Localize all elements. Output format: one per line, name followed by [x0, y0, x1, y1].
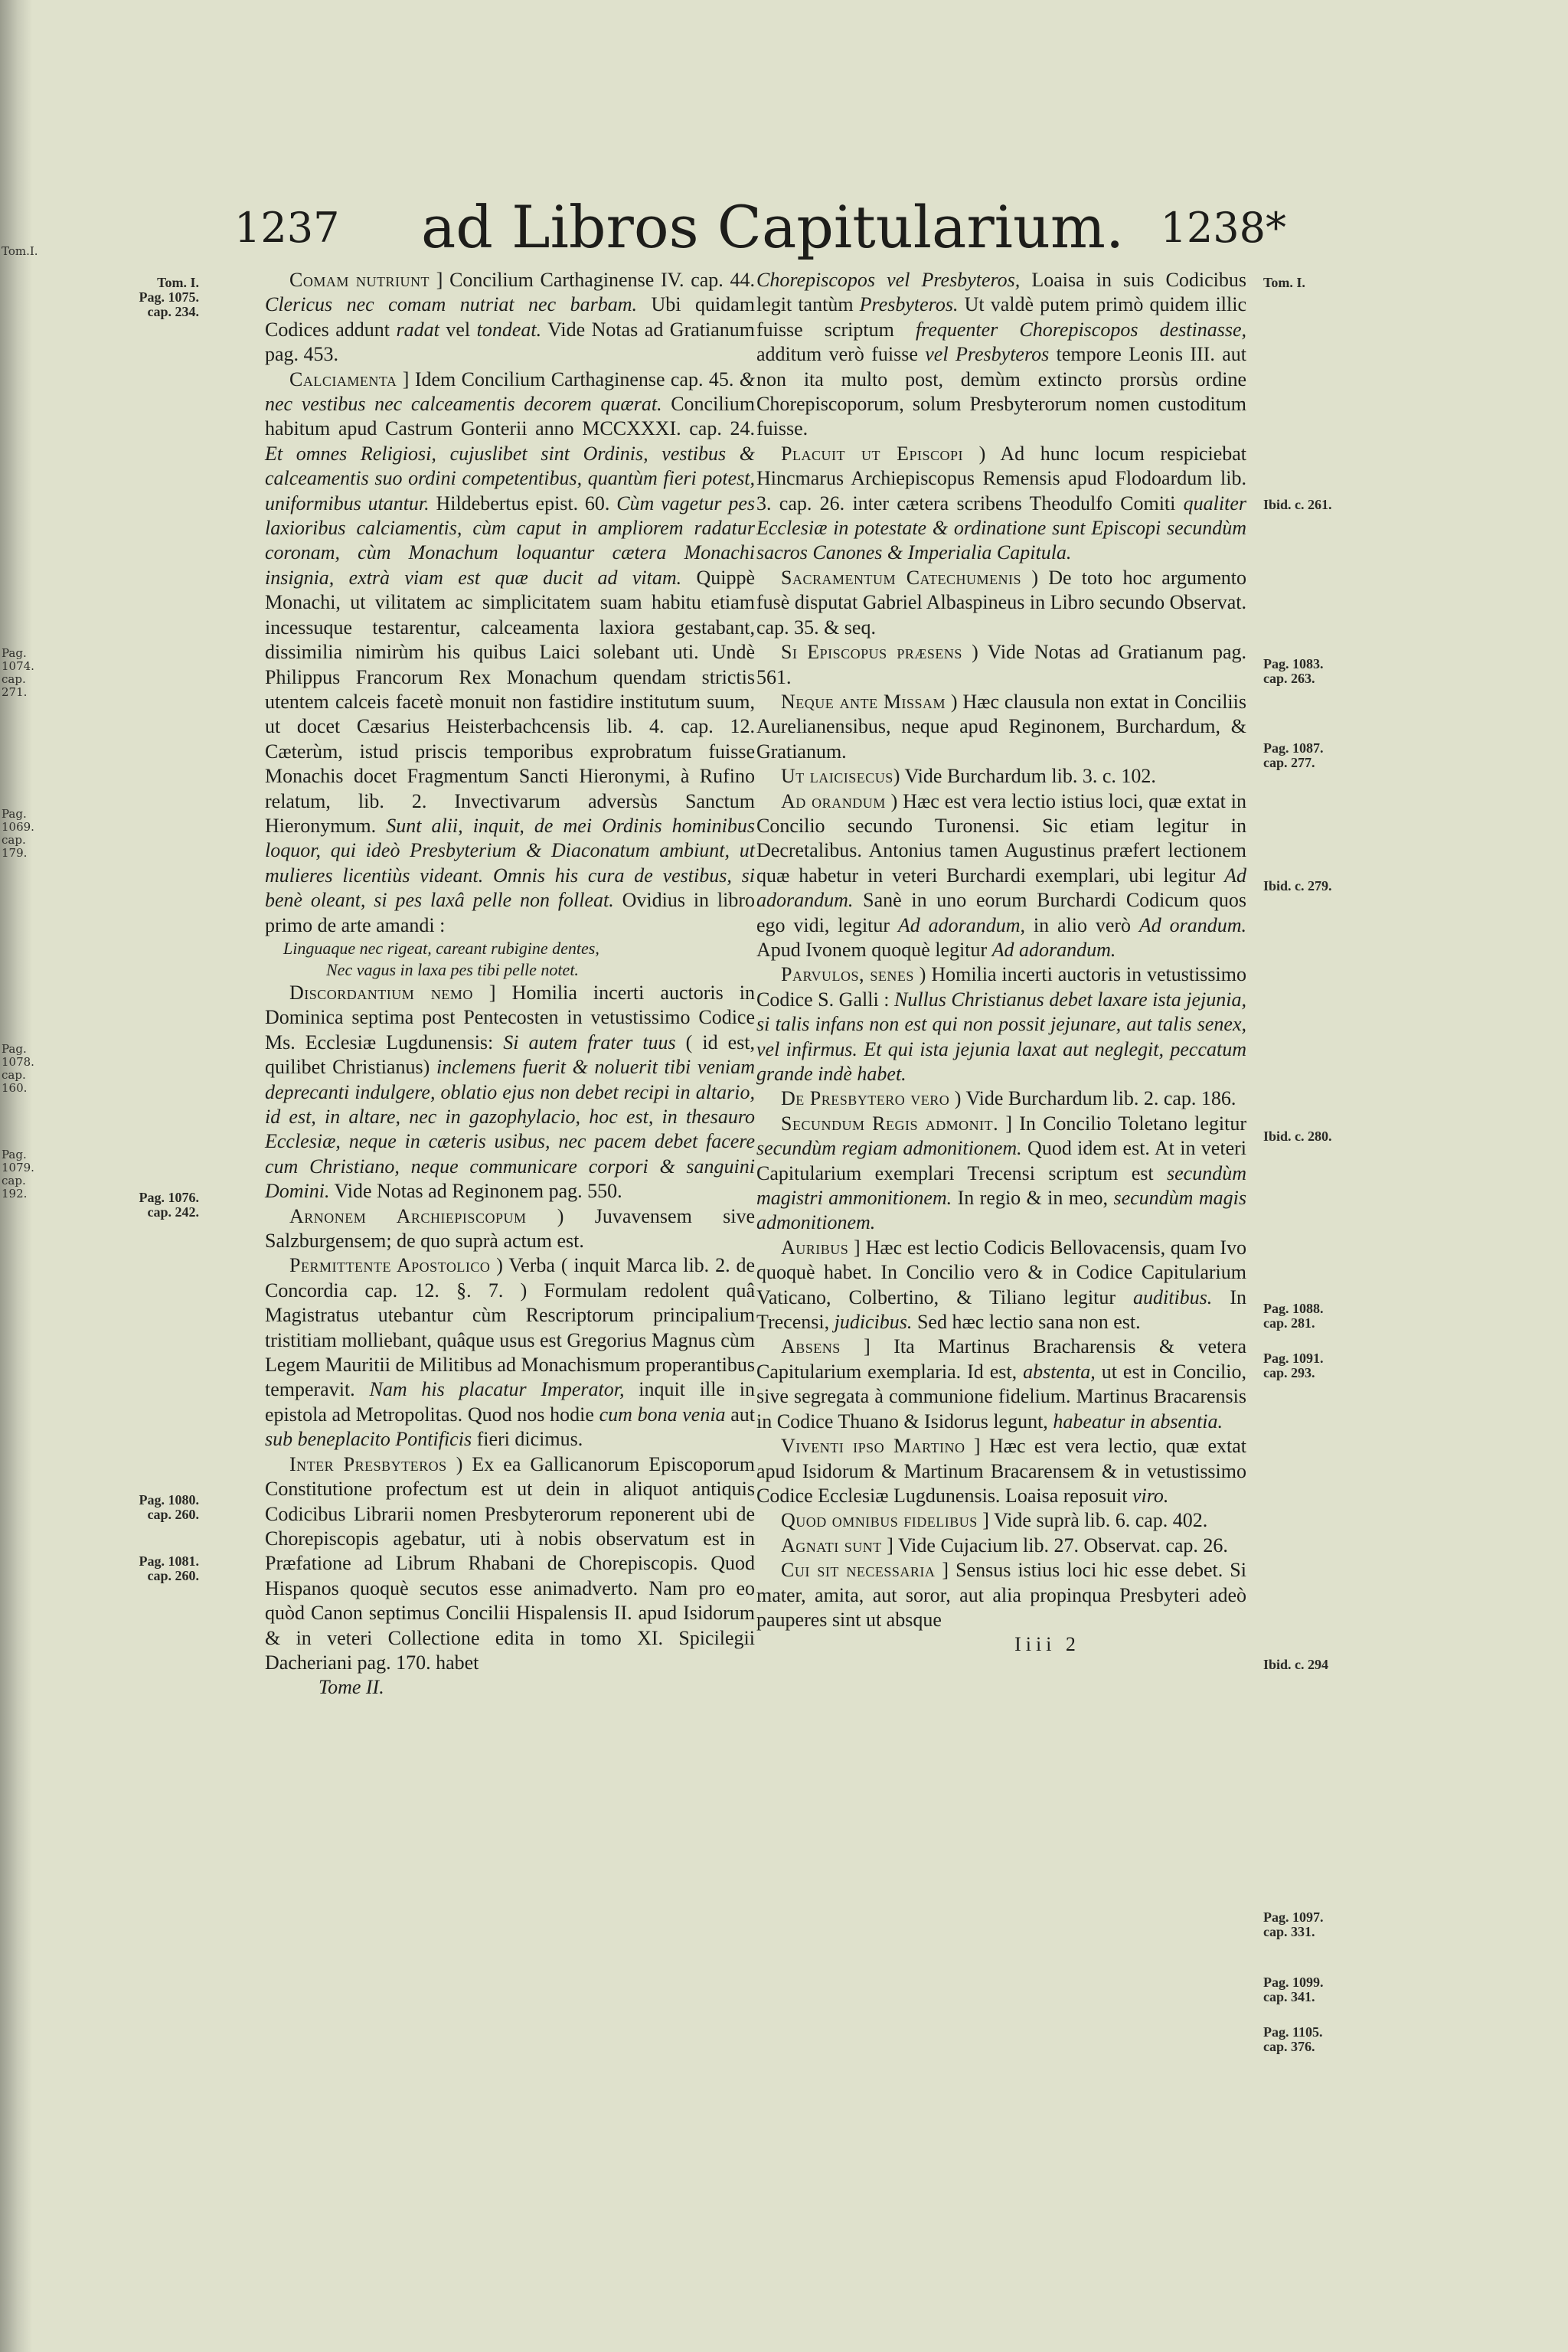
text: ) Homilia incerti auctoris in vetustissimo Codice S. Galli : — [756, 963, 1246, 1011]
lemma: Calciamenta — [289, 368, 397, 390]
margin-reference: Pag. 1105. cap. 376. — [1263, 2024, 1323, 2054]
note-paragraph — [756, 690, 1246, 764]
text: additum verò fuisse — [756, 343, 926, 366]
quotation: Si autem frater tuus — [503, 1031, 676, 1054]
verse-line: Nec vagus in laxa pes tibi pelle notet. — [326, 959, 579, 979]
quotation: judicibus. — [834, 1311, 913, 1334]
lemma: Ut laicisecus — [781, 765, 893, 788]
text: Loaisa in suis Codicibus legit tantùm — [756, 269, 1247, 316]
lemma: Discordantium nemo — [289, 981, 473, 1004]
lemma: Arnonem Archiepiscopum — [289, 1204, 527, 1227]
margin-reference: Pag. 1076. cap. 242. — [139, 1190, 199, 1220]
note-paragraph — [756, 962, 1246, 1086]
quotation: radat — [396, 318, 439, 341]
text: aut — [725, 1403, 756, 1426]
note-paragraph — [756, 442, 1246, 566]
margin-reference: Ibid. c. 261. — [1263, 497, 1332, 512]
text: ] Homilia incerti auctoris in Dominica septima post Pentecosten in vetustissimo Codice Ms. Ecclesiæ Lugdunensis: — [265, 981, 756, 1054]
text: ) Hæc clausula non extat in Conciliis Aurelianensibus, neque apud Reginonem, Burchardum, & Gratianum. — [756, 690, 1246, 763]
text: ) Ad hunc locum respiciebat Hincmarus Archiepiscopus Remensis apud Flodoardum lib. 3. cap. 26. inter cætera scribens Theodulfo Comiti — [756, 442, 1246, 514]
note-paragraph — [756, 1334, 1246, 1434]
note-paragraph — [265, 1204, 755, 1254]
signature-mark: Iiii 2 — [1014, 1633, 1080, 1656]
note-paragraph — [756, 1558, 1246, 1632]
lemma: Placuit ut Episcopi — [781, 442, 963, 465]
quotation: Chorepiscopos vel Presbyteros, — [756, 269, 1021, 291]
quotation: abstenta, — [1023, 1360, 1096, 1383]
lemma: Agnati sunt — [781, 1534, 882, 1557]
note-paragraph — [756, 1508, 1246, 1533]
text: Ubi quidam Codices addunt — [265, 293, 755, 341]
lemma: Sacramentum Catechumenis — [781, 566, 1022, 589]
text: ] Hæc est vera lectio, quæ extat apud Isidorum & Martinum Bracarensem & in vetustissimo Codice Ecclesiæ Lugdunensis. Loaisa reposuit — [756, 1435, 1246, 1507]
text: ) Vide Burchardum lib. 2. cap. 186. — [949, 1087, 1236, 1110]
note-paragraph — [756, 1534, 1246, 1558]
text: Concilium habitum apud Castrum Gonterii anno MCCXXXI. cap. 24. — [265, 393, 755, 440]
note-paragraph — [756, 1112, 1246, 1236]
text: ] Idem Concilium Carthaginense cap. 45. — [397, 368, 740, 390]
margin-reference: Tom. I. — [1263, 275, 1305, 290]
page-number-right: 1238* — [1160, 204, 1286, 252]
text: ) Hæc est vera lectio istius loci, quæ extat in Concilio secundo Turonensi. Sic etiam legitur in Decretalibus. Antonius tamen Augustinus præfert lectionem quæ habetur in veteri Burchardi exemplari, ubi legitur — [756, 789, 1246, 887]
note-paragraph — [265, 368, 755, 938]
quotation: Ad adorandum. — [756, 864, 1246, 912]
quotation: sub beneplacito Pontificis — [265, 1428, 472, 1451]
quotation: habeatur in absentia. — [1053, 1410, 1223, 1432]
quotation: Presbyteros. — [859, 293, 959, 316]
binding-gutter — [0, 0, 38, 2352]
text: inquit ille in epistola ad Metropolitas. Quod nos hodie — [265, 1378, 755, 1426]
margin-reference: Pag. 1087. cap. 277. — [1263, 740, 1324, 770]
quotation: frequenter Chorepiscopos destinasse, — [915, 318, 1246, 341]
margin-reference: Pag. 1099. cap. 341. — [1263, 1975, 1324, 2004]
lemma: Quod omnibus fidelibus — [781, 1509, 978, 1532]
lemma: Inter Presbyteros — [289, 1452, 447, 1475]
text: ( id est, quilibet Christianus) — [265, 1031, 755, 1079]
lemma: Cui sit necessaria — [781, 1559, 936, 1582]
quotation: Cùm vagetur pes laxioribus calciamentis, cùm caput in ampliorem radatur coronam, cùm Monachum loquantur cætera Monachi insignia, extrà viam est quæ ducit ad vitam. — [265, 492, 755, 589]
text: Vide Notas ad Reginonem pag. 550. — [329, 1180, 622, 1203]
gutter-note: Pag. 1074. cap. 271. — [2, 646, 34, 699]
text: in alio verò — [1025, 913, 1139, 936]
quotation: cum bona venia — [599, 1403, 726, 1426]
text: Quippè Monachi, ut vilitatem ac simplicitatem suam habitu etiam incessuque testarentur, calceamenta laxiora gestabant, dissimilia nimirùm his quibus Laici solebant uti. Undè Philippus Francorum Rex Monachum quendam strictis utentem calceis facetè monuit non fastidire institutum suum, ut docet Cæsarius Heisterbachcensis lib. 4. cap. 12. Cæterùm, istud priscis temporibus exprobratum fuisse Monachis docet Fragmentum Sancti Hieronymi, à Rufino relatum, lib. 2. Invectivarum adversùs Sanctum Hieronymum. — [265, 566, 755, 837]
quotation: Ad adorandum. — [991, 938, 1116, 961]
text: Ut valdè putem primò quidem illic fuisse scriptum — [756, 293, 1246, 341]
text: ) Juvavensem sive Salzburgensem; de quo suprà actum est. — [265, 1204, 756, 1253]
text: ut est in Concilio, sive segregata à communione fidelium. Martinus Bracarensis in Codice Thuano & Isidorus legunt, — [756, 1360, 1246, 1432]
lemma: Neque ante Missam — [781, 690, 946, 713]
text: vel — [439, 318, 477, 341]
lemma: Absens — [781, 1335, 841, 1358]
note-paragraph — [756, 566, 1246, 640]
text: Quod idem est. At in veteri Capitularium exemplari Trecensi scriptum est — [756, 1137, 1246, 1184]
text: ) De toto hoc argumento fusè disputat Gabriel Albaspineus in Libro secundo Observat. cap. 35. & seq. — [756, 566, 1246, 639]
text: ] Concilium Carthaginense IV. cap. 44. — [430, 269, 755, 291]
gutter-note: Pag. 1078. cap. 160. — [2, 1042, 34, 1095]
text: ] Vide Cujacium lib. 27. Observat. cap. 26. — [881, 1534, 1228, 1557]
lemma: Ad orandum — [781, 789, 886, 812]
lemma: De Presbytero vero — [781, 1087, 950, 1110]
left-column — [265, 268, 755, 1700]
text: ] Vide suprà lib. 6. cap. 402. — [977, 1509, 1208, 1532]
quotation: secundùm magis admonitionem. — [756, 1187, 1246, 1234]
quotation: Sunt alii, inquit, de mei Ordinis hominibus loquor, qui ideò Presbyterium & Diaconatum ambiunt, ut mulieres licentiùs videant. Omnis his cura de vestibus, si benè oleant, si pes laxâ pelle non folleat. — [265, 814, 755, 912]
note-paragraph — [756, 1086, 1246, 1111]
quotation: viro. — [1132, 1484, 1169, 1507]
margin-reference: Pag. 1083. cap. 263. — [1263, 656, 1324, 686]
quotation: Ad adorandum, — [897, 913, 1026, 936]
text: Ovidius in libro primo de arte amandi : — [265, 889, 755, 936]
lemma: Si Episcopus præsens — [781, 641, 962, 664]
text: fieri dicimus. — [472, 1428, 583, 1451]
text: ) Ex ea Gallicanorum Episcoporum Constitutione profectum est ut dein in aliquot antiquis Codicibus Librarii nomen Presbyterorum reponerent ubi de Chorepiscopis agebatur, uti à nobis observatum est in Præfatione ad Librum Rhabani de Chorepiscopis. Quod Hispanos quoquè secutos esse animadverto. Nam pro eo quòd Canon septimus Concilii Hispalensis II. apud Isidorum & in veteri Collectione edita in tomo XI. Spicilegii Dacheriani pag. 170. habet — [265, 1452, 756, 1674]
note-paragraph — [756, 640, 1246, 690]
text: Sed hæc lectio sana non est. — [912, 1311, 1141, 1334]
text: Vide Notas ad Gratianum pag. 453. — [265, 318, 755, 366]
lemma: Viventi ipso Martino — [781, 1435, 965, 1458]
text: Hildebertus epist. 60. — [429, 492, 617, 514]
note-paragraph — [265, 1452, 755, 1676]
quotation: secundùm regiam admonitionem. — [756, 1137, 1022, 1160]
text: Sanè in uno eorum Burchardi Codicum quos ego vidi, legitur — [756, 889, 1246, 936]
right-column — [756, 268, 1246, 1658]
margin-reference: Tom. I. Pag. 1075. cap. 234. — [139, 275, 199, 319]
margin-reference: Ibid. c. 294 — [1263, 1657, 1329, 1672]
gutter-note: Pag. 1069. cap. 179. — [2, 807, 34, 860]
text: tempore Leonis III. aut non ita multo post, demùm extincto prorsùs ordine Chorepiscoporum, solum Presbyterorum nomen custoditum fuisse. — [756, 343, 1246, 440]
running-header — [222, 191, 1286, 268]
text: In regio & in meo, — [952, 1187, 1114, 1210]
note-paragraph — [756, 1434, 1246, 1508]
text: In Trecensi, — [756, 1285, 1246, 1334]
text: ] Hæc est lectio Codicis Bellovacensis, quam Ivo quoquè habet. In Concilio vero & in Codice Capitularium Vaticano, Colbertino, & Tiliano legitur — [756, 1236, 1246, 1308]
quotation: vel Presbyteros — [925, 343, 1050, 366]
quotation: Nam his placatur Imperator, — [369, 1378, 625, 1401]
margin-reference: Pag. 1081. cap. 260. — [139, 1553, 199, 1583]
lemma: Parvulos, senes — [781, 963, 914, 986]
quotation: Nullus Christianus debet laxare ista jejunia, si talis infans non est qui non possit jejunare, aut talis senex, vel infirmus. Et qui ista jejunia laxat aut neglegit, peccatum grande indè habet. — [756, 988, 1246, 1085]
gutter-note: Pag. 1079. cap. 192. — [2, 1148, 34, 1200]
note-paragraph — [756, 268, 1246, 442]
margin-reference: Pag. 1097. cap. 331. — [1263, 1909, 1324, 1939]
quotation: secundùm magistri ammonitionem. — [756, 1161, 1246, 1210]
note-paragraph — [265, 981, 755, 1204]
book-page — [222, 191, 1286, 2274]
margin-reference: Pag. 1091. cap. 293. — [1263, 1351, 1324, 1380]
margin-reference: Ibid. c. 279. — [1263, 878, 1332, 893]
text: Apud Ivonem quoquè legitur — [756, 938, 992, 961]
text: ] In Concilio Toletano legitur — [998, 1112, 1246, 1135]
note-paragraph — [265, 268, 755, 368]
lemma: Permittente Apostolico — [289, 1254, 491, 1277]
text: ] Sensus istius loci hic esse debet. Si mater, amita, aut soror, aut alia propinqua Presbyteri adeò pauperes sint ut absque — [756, 1559, 1246, 1631]
verse-line: Linguaque nec rigeat, careant rubigine dentes, — [283, 938, 599, 958]
quotation: & nec vestibus nec calceamentis decorem quærat. — [265, 368, 755, 416]
note-paragraph — [756, 764, 1246, 789]
lemma: Secundum Regis admonit. — [781, 1112, 999, 1135]
gutter-note: Tom.I. — [2, 244, 38, 258]
page-number-left: 1237 — [234, 204, 340, 252]
margin-reference: Ibid. c. 280. — [1263, 1129, 1332, 1144]
margin-reference: Pag. 1088. cap. 281. — [1263, 1301, 1324, 1331]
quotation: auditibus. — [1133, 1285, 1213, 1308]
lemma: Comam nutriunt — [289, 269, 430, 291]
quotation: Et omnes Religiosi, cujuslibet sint Ordinis, vestibus & calceamentis suo ordini competentibus, quantùm fieri potest, uniformibus utantur. — [265, 442, 755, 514]
quotation: qualiter Ecclesiæ in potestate & ordinatione sunt Episcopi secundùm sacros Canones & Imperialia Capitula. — [756, 492, 1246, 564]
text: ) Vide Notas ad Gratianum pag. 561. — [756, 641, 1247, 688]
text: ] Ita Martinus Bracharensis & vetera Capitularium exemplaria. Id est, — [756, 1335, 1246, 1383]
margin-reference: Pag. 1080. cap. 260. — [139, 1492, 199, 1522]
quotation: Clericus nec comam nutriat nec barbam. — [265, 293, 638, 316]
note-paragraph — [756, 789, 1246, 963]
volume-footer: Tome II. — [318, 1676, 384, 1699]
text: ) Vide Burchardum lib. 3. c. 102. — [893, 765, 1156, 788]
page-title: ad Libros Capitularium. — [421, 193, 1125, 261]
quotation: inclemens fuerit & noluerit tibi veniam deprecanti indulgere, oblatio ejus non debet recipi in altario, id est, in altare, nec in gazophylacio, hoc est, in thesauro Ecclesiæ, neque in cæteris usibus, nec pacem debet facere cum Christiano, neque communicare corpori & sanguini Domini. — [265, 1056, 755, 1203]
note-paragraph — [265, 1253, 755, 1452]
lemma: Auribus — [781, 1236, 849, 1259]
text: ) Verba ( inquit Marca lib. 2. de Concordia cap. 12. §. 7. ) Formulam redolent quâ Magistratus utebantur cùm Rescriptorum principalium tristitiam molliebant, quâque usus est Gregorius Magnus cùm Legem Mauritii de Militibus ad Monachismum properantibus temperavit. — [265, 1254, 755, 1401]
quotation: tondeat. — [476, 318, 542, 341]
note-paragraph — [756, 1236, 1246, 1335]
quotation: Ad orandum. — [1138, 913, 1247, 936]
